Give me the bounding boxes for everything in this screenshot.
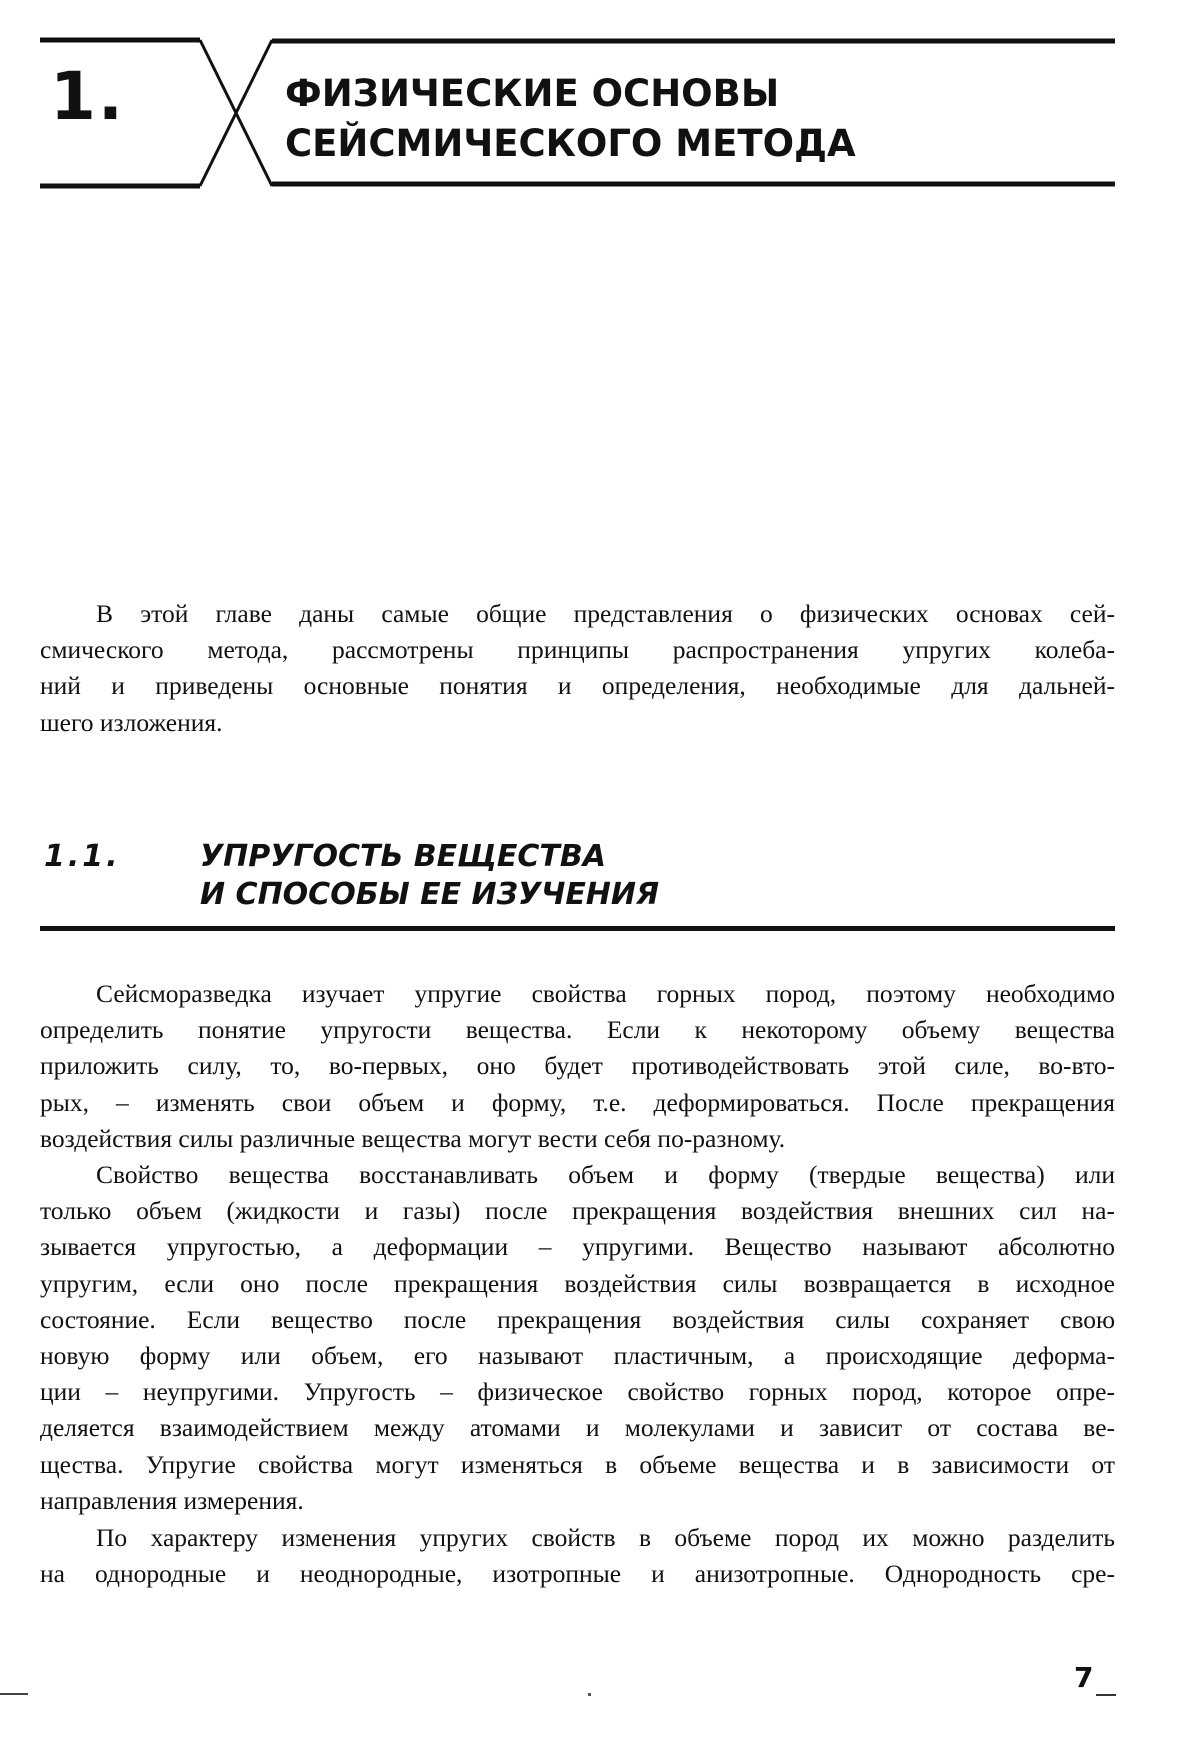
body-paragraph-1 (40, 976, 1115, 1157)
text-line: состояние. Если вещество после прекращения воздействия силы сохраняет свою (40, 1304, 1115, 1334)
text-line: Сейсморазведка изучает упругие свойства горных пород, поэтому необходимо (96, 979, 1115, 1008)
footer-dot (588, 1693, 591, 1696)
page-number-underline (1096, 1694, 1116, 1696)
text-line: По характеру изменения упругих свойств в объеме пород их можно разделить (96, 1523, 1115, 1552)
text-line: зывается упругостью, а деформации – упругими. Вещество называют абсолютно (40, 1232, 1115, 1262)
section-title-line-1: УПРУГОСТЬ ВЕЩЕСТВА (200, 839, 606, 874)
text-line: на однородные и неоднородные, изотропные и анизотропные. Однородность сре- (40, 1559, 1115, 1589)
text-line: щества. Упругие свойства могут изменяться в объеме вещества и в зависимости от (40, 1449, 1115, 1479)
intro-paragraph (40, 596, 1115, 741)
section-title (200, 838, 659, 914)
section-title-line-2: И СПОСОБЫ ЕЕ ИЗУЧЕНИЯ (200, 877, 660, 912)
chapter-title-line-2: СЕЙСМИЧЕСКОГО МЕТОДА (285, 122, 856, 165)
intro-line: ний и приведены основные понятия и определения, необходимые для дальней- (40, 671, 1115, 701)
chapter-title (285, 69, 1105, 169)
body-paragraph-3 (40, 1520, 1115, 1592)
intro-line: шего изложения. (40, 707, 223, 737)
text-line: определить понятие упругости вещества. Если к некоторому объему вещества (40, 1015, 1115, 1045)
section-number: 1.1. (44, 839, 121, 874)
body-paragraph-2 (40, 1157, 1115, 1519)
text-line: новую форму или объем, его называют пластичным, а происходящие деформа- (40, 1341, 1115, 1371)
text-line: деляется взаимодействием между атомами и молекулами и зависит от состава ве- (40, 1413, 1115, 1443)
section-divider (40, 926, 1115, 931)
chapter-number: 1. (50, 58, 125, 135)
text-line: только объем (жидкости и газы) после прекращения воздействия внешних сил на- (40, 1196, 1115, 1226)
text-line: упругим, если оно после прекращения воздействия силы возвращается в исходное (40, 1268, 1115, 1298)
text-line: ции – неупругими. Упругость – физическое свойство горных пород, которое опре- (40, 1377, 1115, 1407)
text-line: приложить силу, то, во-первых, оно будет противодействовать этой силе, во-вто- (40, 1051, 1115, 1081)
text-line: направления измерения. (40, 1485, 304, 1515)
footer-mark-left (0, 1693, 28, 1695)
text-line: рых, – изменять свои объем и форму, т.е. деформироваться. После прекращения (40, 1087, 1115, 1117)
intro-line: смического метода, рассмотрены принципы распространения упругих колеба- (40, 635, 1115, 665)
text-line: Свойство вещества восстанавливать объем и форму (твердые вещества) или (96, 1160, 1115, 1189)
intro-line: В этой главе даны самые общие представления о физических основах сей- (96, 599, 1115, 628)
text-line: воздействия силы различные вещества могут вести себя по-разному. (40, 1123, 786, 1153)
page-number: 7 (1074, 1661, 1094, 1694)
chapter-title-line-1: ФИЗИЧЕСКИЕ ОСНОВЫ (285, 72, 780, 115)
